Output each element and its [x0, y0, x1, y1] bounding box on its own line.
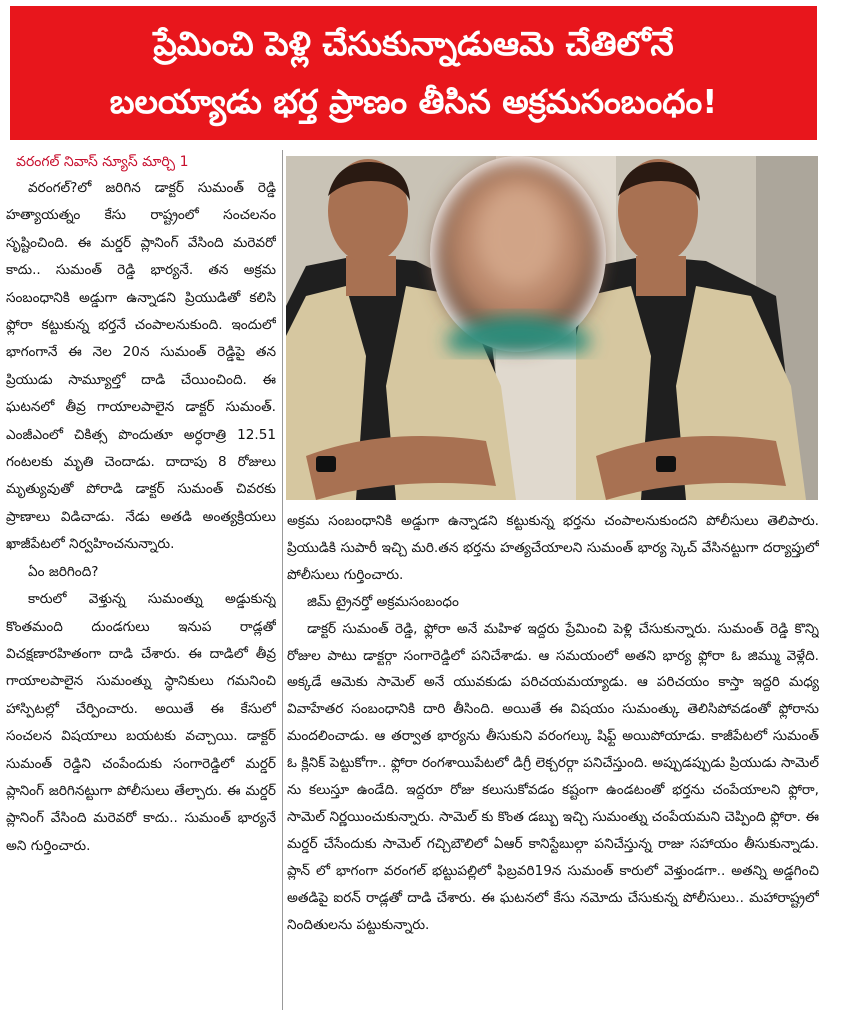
byline: వరంగల్ నివాస్ న్యూస్ మార్చి 1 — [16, 154, 189, 170]
headline-line-1: ప్రేమించి పెళ్లి చేసుకున్నాడుఆమె చేతిలోనే — [153, 24, 674, 63]
left-paragraph-1: వరంగల్?లో జరిగిన డాక్టర్ సుమంత్ రెడ్డి హత్యాయత్నం కేసు రాష్ట్రంలో సంచలనం సృష్టించింది. ఈ మర్డర్ ప్లానింగ్ వేసింది మరెవరో కాదు.. సుమంత్ రెడ్డి భార్యనే. తన అక్రమ సంబంధానికి అడ్డుగా ఉన్నాడని ప్రియుడితో కలిసి ఫ్లోరా కట్టుకున్న భర్తనే చంపాలనుకుంది. ఇందులో భాగంగానే ఈ నెల 20న సుమంత్ రెడ్డిపై తన ప్రియుడు సామ్యూల్తో దాడి చేయించింది. ఈ ఘటనలో తీవ్ర గాయాలపాలైన డాక్టర్ సుమంత్. ఎంజీఎంలో చికిత్స పొందుతూ అర్ధరాత్రి 12.51 గంటలకు మృతి చెందాడు. దాదాపు 8 రోజులు మృత్యువుతో పోరాడి డాక్టర్ సుమంత్ చివరకు ప్రాణాలు విడిచాడు. నేడు అతడి అంత్యక్రియలు ఖాజీపేటలో నిర్వహించనున్నారు. — [6, 180, 276, 553]
news-photo — [286, 156, 818, 500]
left-column — [6, 175, 276, 1017]
headline-line-2: బలయ్యాడు భర్త ప్రాణం తీసిన అక్రమసంబంధం! — [109, 82, 718, 121]
column-divider — [282, 150, 283, 1010]
right-subheading: జిమ్ ట్రైనర్తో అక్రమసంబంధం — [307, 593, 459, 610]
right-column — [287, 508, 819, 1017]
right-paragraph-2: డాక్టర్ సుమంత్ రెడ్డి, ఫ్లోరా అనే మహిళ ఇద్దరు ప్రేమించి పెళ్లి చేసుకున్నారు. సుమంత్ రెడ్డి కొన్ని రోజుల పాటు డాక్టర్గా సంగారెడ్డిలో పనిచేశాడు. ఆ సమయంలో అతని భార్య ఫ్లోరా ఓ జిమ్ము వెళ్లేది. అక్కడే ఆమెకు సామెల్ అనే యువకుడు పరిచయమయ్యాడు. ఆ పరిచయం కాస్తా ఇద్దరి మధ్య వివాహేతర సంబంధానికి దారి తీసింది. అయితే ఈ విషయం సుమంత్కు తెలిసిపోవడంతో ఫ్లోరాను మందలించాడు. ఆ తర్వాత భార్యను తీసుకుని వరంగల్కు షిఫ్ట్ అయిపోయాడు. కాజీపేటలో సుమంత్ ఓ క్లినిక్ పెట్టుకోగా.. ఫ్లోరా రంగశాయిపేటలో డిగ్రీ లెక్చరర్గా పనిచేస్తుంది. అప్పుడప్పుడు ప్రియుడు సామెల్ ను కలుస్తూ ఉండేది. ఇద్దరూ రోజు కలుసుకోవడం కష్టంగా ఉండటంతో భర్తను చంపేయాలని ఫ్లోరా, సామెల్ నిర్ణయించుకున్నారు. సామెల్ కు కొంత డబ్బు ఇచ్చి సుమంత్ను చంపేయమని చెప్పింది ఫ్లోరా. ఈ మర్డర్ చేసేందుకు సామెల్ గచ్చిబౌలిలో ఏఆర్ కానిస్టేబుల్గా పనిచేస్తున్న రాజు సహాయం తీసుకున్నాడు. ప్లాన్ లో భాగంగా వరంగల్ భట్టుపల్లిలో ఫిబ్రవరి19న సుమంత్ కారులో వెళ్తుండగా.. అతన్ని అడ్డగించి అతడిపై ఐరన్ రాడ్లతో దాడి చేశారు. ఈ ఘటనలో కేసు నమోదు చేసుకున్న పోలీసులు.. మహారాష్ట్రలో నిందితులను పట్టుకున్నారు. — [287, 620, 819, 933]
blurred-portrait — [430, 156, 606, 352]
news-photo-illustration — [286, 156, 818, 500]
right-paragraph-1: అక్రమ సంబంధానికి అడ్డుగా ఉన్నాడని కట్టుకున్న భర్తను చంపాలనుకుందని పోలీసులు తెలిపారు. ప్రియుడికి సుపారీ ఇచ్చి మరి.తన భర్తను హత్యచేయాలని సుమంత్ భార్య స్కెచ్ వేసినట్టుగా దర్యాప్తులో పోలీసులు గుర్తించారు. — [287, 513, 819, 583]
headline-banner — [10, 6, 817, 140]
left-paragraph-2: కారులో వెళ్తున్న సుమంత్ను అడ్డుకున్న కొంతమంది దుండగులు ఇనుప రాడ్లతో విచక్షణారహితంగా దాడి చేశారు. ఈ దాడిలో తీవ్ర గాయాలపాలైన సుమంత్ను స్థానికులు గమనించి హాస్పిటల్లో చేర్పించారు. అయితే ఈ కేసులో సంచలన విషయాలు బయటకు వచ్చాయి. డాక్టర్ సుమంత్ రెడ్డిని చంపేందుకు సంగారెడ్డిలో మర్డర్ ప్లానింగ్ జరిగినట్టుగా పోలీసులు తేల్చారు. ఈ మర్డర్ ప్లానింగ్ వేసింది మరెవరో కాదు.. సుమంత్ భార్యనే అని గుర్తించారు. — [6, 591, 276, 854]
left-subheading: ఏం జరిగింది? — [28, 563, 99, 580]
